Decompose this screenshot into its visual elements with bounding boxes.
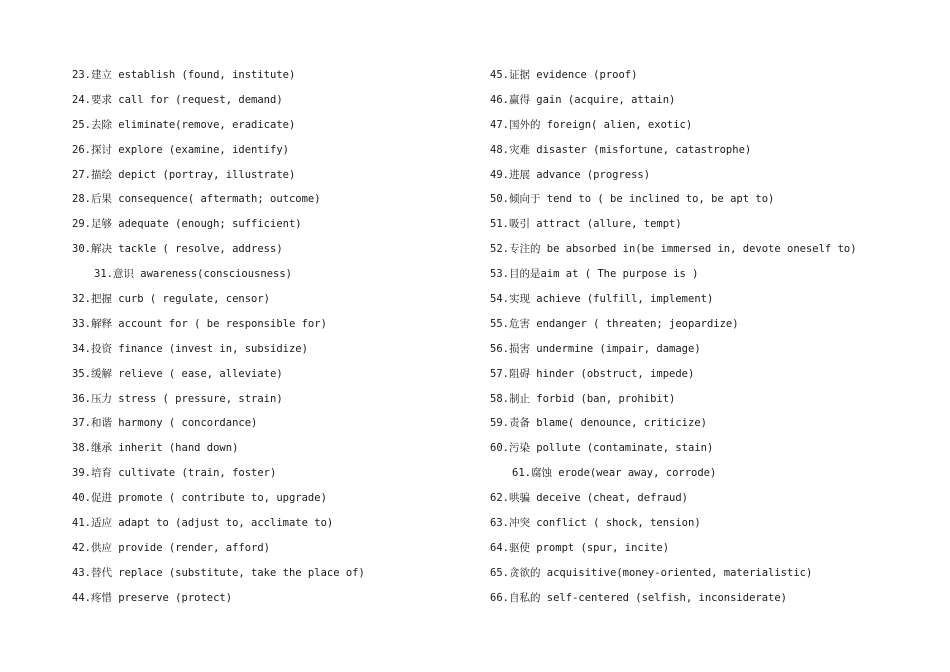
vocabulary-entry: 55.危害 endanger ( threaten; jeopardize) bbox=[490, 317, 739, 330]
vocabulary-entry: 51.吸引 attract (allure, tempt) bbox=[490, 218, 682, 231]
vocabulary-entry: 66.自私的 self-centered (selfish, inconsiderate) bbox=[490, 591, 788, 604]
vocabulary-entry: 30.解决 tackle ( resolve, address) bbox=[72, 243, 283, 256]
vocabulary-entry: 33.解释 account for ( be responsible for) bbox=[72, 317, 327, 330]
vocabulary-entry: 50.倾向于 tend to ( be inclined to, be apt to) bbox=[490, 193, 775, 206]
vocabulary-entry: 28.后果 consequence( aftermath; outcome) bbox=[72, 193, 321, 206]
vocabulary-entry: 60.污染 pollute (contaminate, stain) bbox=[490, 442, 714, 455]
vocabulary-entry: 24.要求 call for (request, demand) bbox=[72, 93, 283, 106]
vocabulary-entry: 65.贪欲的 acquisitive(money-oriented, materialistic) bbox=[490, 566, 813, 579]
vocabulary-entry: 48.灾难 disaster (misfortune, catastrophe) bbox=[490, 143, 752, 156]
vocabulary-entry: 42.供应 provide (render, afford) bbox=[72, 541, 271, 554]
vocabulary-entry: 45.证据 evidence (proof) bbox=[490, 69, 638, 81]
vocabulary-entry: 37.和谐 harmony ( concordance) bbox=[72, 417, 258, 430]
vocabulary-entry: 54.实现 achieve (fulfill, implement) bbox=[490, 293, 714, 306]
vocabulary-entry: 46.赢得 gain (acquire, attain) bbox=[490, 93, 676, 106]
right-vocabulary-column bbox=[490, 63, 930, 611]
vocabulary-entry: 31.意识 awareness(consciousness) bbox=[94, 268, 293, 281]
vocabulary-entry: 52.专注的 be absorbed in(be immersed in, devote oneself to) bbox=[490, 243, 857, 256]
vocabulary-entry: 41.适应 adapt to (adjust to, acclimate to) bbox=[72, 517, 334, 530]
vocabulary-entry: 56.损害 undermine (impair, damage) bbox=[490, 342, 701, 355]
vocabulary-entry: 25.去除 eliminate(remove, eradicate) bbox=[72, 118, 296, 131]
vocabulary-entry: 27.描绘 depict (portray, illustrate) bbox=[72, 168, 296, 181]
vocabulary-entry: 63.冲突 conflict ( shock, tension) bbox=[490, 517, 701, 530]
vocabulary-entry: 38.继承 inherit (hand down) bbox=[72, 442, 239, 455]
vocabulary-entry: 40.促进 promote ( contribute to, upgrade) bbox=[72, 492, 327, 505]
vocabulary-entry: 64.驱使 prompt (spur, incite) bbox=[490, 541, 670, 554]
vocabulary-entry: 29.足够 adequate (enough; sufficient) bbox=[72, 218, 302, 231]
vocabulary-entry: 47.国外的 foreign( alien, exotic) bbox=[490, 118, 693, 131]
vocabulary-entry: 35.缓解 relieve ( ease, alleviate) bbox=[72, 367, 283, 380]
vocabulary-entry: 39.培育 cultivate (train, foster) bbox=[72, 467, 277, 480]
vocabulary-entry: 61.腐蚀 erode(wear away, corrode) bbox=[512, 467, 717, 480]
vocabulary-entry: 57.阻碍 hinder (obstruct, impede) bbox=[490, 367, 695, 380]
vocabulary-entry: 26.探讨 explore (examine, identify) bbox=[72, 143, 289, 156]
vocabulary-entry: 34.投资 finance (invest in, subsidize) bbox=[72, 342, 308, 355]
vocabulary-entry: 58.制止 forbid (ban, prohibit) bbox=[490, 392, 676, 405]
vocabulary-entry: 44.疼惜 preserve (protect) bbox=[72, 591, 233, 604]
left-vocabulary-column bbox=[72, 63, 512, 611]
vocabulary-entry: 53.目的是aim at ( The purpose is ) bbox=[490, 268, 699, 281]
vocabulary-entry: 59.责备 blame( denounce, criticize) bbox=[490, 417, 707, 430]
vocabulary-entry: 43.替代 replace (substitute, take the place of) bbox=[72, 566, 365, 579]
vocabulary-entry: 49.进展 advance (progress) bbox=[490, 168, 651, 181]
vocabulary-entry: 23.建立 establish (found, institute) bbox=[72, 69, 296, 81]
vocabulary-entry: 62.哄骗 deceive (cheat, defraud) bbox=[490, 492, 689, 505]
vocabulary-entry: 36.压力 stress ( pressure, strain) bbox=[72, 392, 283, 405]
vocabulary-entry: 32.把握 curb ( regulate, censor) bbox=[72, 293, 271, 306]
